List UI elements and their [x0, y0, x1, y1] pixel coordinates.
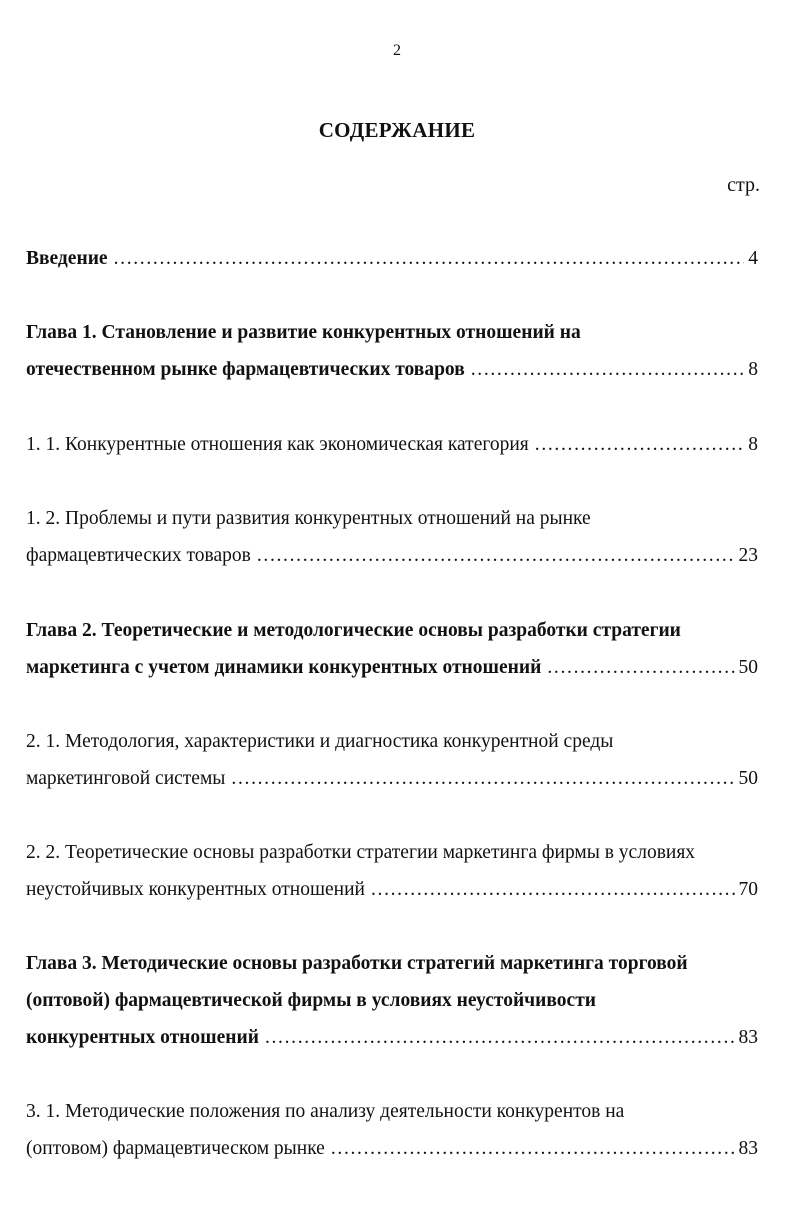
toc-entry-section-1-1[interactable] [26, 426, 758, 463]
toc-entry-section-1-2[interactable] [26, 500, 758, 574]
toc-page-number: 83 [738, 1027, 758, 1048]
toc-entry-title: 1. 1. Конкурентные отношения как экономическая категория [26, 434, 529, 455]
toc-entry-title-line: 1. 2. Проблемы и пути развития конкурентных отношений на рынке [26, 508, 591, 529]
page-column-label: стр. [727, 174, 760, 196]
toc-entry-title-line: 3. 1. Методические положения по анализу деятельности конкурентов на [26, 1101, 625, 1122]
toc-page-number: 8 [748, 434, 758, 455]
toc-leader-dots [371, 871, 735, 908]
toc-entry-title: Введение [26, 248, 108, 269]
toc-leader-dots [535, 426, 744, 463]
toc-leader-dots [471, 351, 745, 388]
toc-entry-title-line: (оптовой) фармацевтической фирмы в условиях неустойчивости [26, 990, 597, 1011]
toc-entry-title: фармацевтических товаров [26, 545, 251, 566]
toc-page-number: 8 [748, 359, 758, 380]
toc-page-number: 4 [748, 248, 758, 269]
toc-leader-dots [257, 537, 735, 574]
toc-entry-title: конкурентных отношений [26, 1027, 259, 1048]
page-title: СОДЕРЖАНИЕ [318, 118, 476, 142]
toc-page-number: 50 [738, 768, 758, 789]
toc-entry-title: маркетинга с учетом динамики конкурентных отношений [26, 657, 542, 678]
toc-entry-title-line: Глава 1. Становление и развитие конкурентных отношений на [26, 322, 581, 343]
toc-leader-dots [114, 240, 745, 277]
toc-entry-chapter-2[interactable] [26, 612, 758, 686]
toc-entry-chapter-3[interactable] [26, 945, 758, 1056]
toc-entry-title-line: 2. 1. Методология, характеристики и диагностика конкурентной среды [26, 731, 614, 752]
toc-page-number: 50 [738, 657, 758, 678]
toc-leader-dots [231, 760, 734, 797]
toc-page-number: 23 [738, 545, 758, 566]
toc-entry-title-line: 2. 2. Теоретические основы разработки стратегии маркетинга фирмы в условиях [26, 842, 696, 863]
toc-page-number: 83 [738, 1138, 758, 1159]
toc-entry-chapter-1[interactable] [26, 314, 758, 388]
toc-leader-dots [265, 1019, 735, 1056]
toc-entry-title: маркетинговой системы [26, 768, 226, 789]
toc-entry-section-3-1[interactable] [26, 1093, 758, 1167]
toc-leader-dots [331, 1130, 735, 1167]
toc-entry-title-line: Глава 3. Методические основы разработки стратегий маркетинга торговой [26, 953, 688, 974]
toc-entry-title-line: Глава 2. Теоретические и методологические основы разработки стратегии [26, 620, 681, 641]
toc-entry-title: (оптовом) фармацевтическом рынке [26, 1138, 325, 1159]
toc-leader-dots [547, 649, 734, 686]
toc-entry-introduction[interactable] [26, 240, 758, 277]
toc-entry-title: отечественном рынке фармацевтических товаров [26, 359, 465, 380]
toc-entry-title: неустойчивых конкурентных отношений [26, 879, 365, 900]
toc-page-number: 70 [738, 879, 758, 900]
page-number: 2 [393, 42, 401, 59]
toc-entry-section-2-1[interactable] [26, 723, 758, 797]
toc-entry-section-2-2[interactable] [26, 834, 758, 908]
